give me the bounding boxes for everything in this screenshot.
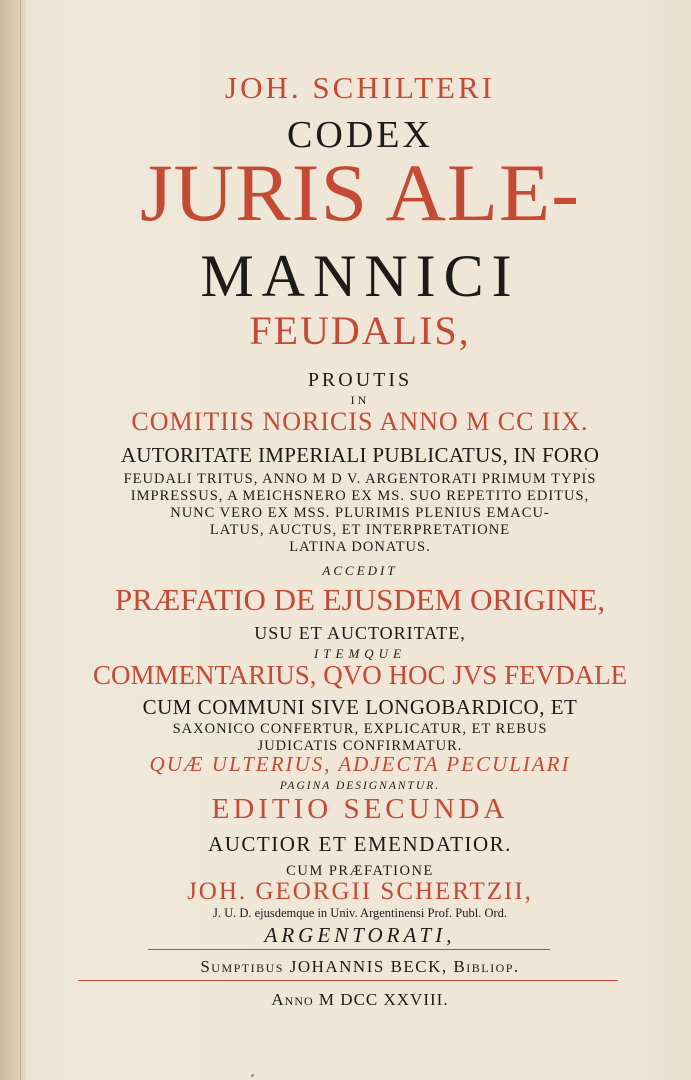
- rule-top: [148, 949, 550, 950]
- proutis-line: PROUTIS: [307, 369, 413, 391]
- schertzii-line: JOH. GEORGII SCHERTZII,: [187, 878, 533, 905]
- praefatio-line: PRÆFATIO DE EJUSDEM ORIGINE,: [114, 582, 606, 617]
- autoritate-line: AUTORITATE IMPERIALI PUBLICATUS, IN FORO: [120, 443, 600, 467]
- jud-line: J. U. D. ejusdemque in Univ. Argentinensi Prof. Publ. Ord.: [212, 906, 508, 920]
- auctior-line: AUCTIOR ET EMENDATIOR.: [208, 832, 512, 856]
- judicatis-line: JUDICATIS CONFIRMATUR.: [257, 738, 463, 754]
- rule-bottom: [78, 980, 618, 981]
- codex-line: CODEX: [287, 114, 433, 156]
- saxonico-line: SAXONICO CONFERTUR, EXPLICATUR, ET REBUS: [172, 721, 548, 737]
- pagina-line: PAGINA DESIGNANTUR.: [279, 780, 441, 792]
- in-line: IN: [350, 393, 370, 407]
- juris-line: JURIS ALE-: [139, 147, 581, 238]
- author-line: JOH. SCHILTERI: [225, 70, 495, 105]
- usu-line: USU ET AUCTORITATE,: [254, 623, 466, 643]
- itemque-line: ITEMQUE: [313, 646, 407, 661]
- text-line: LATUS, AUCTUS, ET INTERPRETATIONE: [209, 522, 511, 538]
- paper-speck: [251, 1074, 254, 1077]
- sumptibus-line: Sumptibus JOHANNIS BECK, Bibliop.: [200, 957, 520, 976]
- gutter-line: [20, 0, 21, 1080]
- text-line: FEUDALI TRITUS, ANNO M D V. ARGENTORATI PRIMUM TYPIS: [123, 471, 597, 487]
- cum-praefatione-line: CUM PRÆFATIONE: [286, 863, 434, 879]
- feudalis-line: FEUDALIS,: [249, 308, 471, 353]
- paper-speck: [585, 468, 587, 470]
- comitiis-line: COMITIIS NORICIS ANNO M CC IIX.: [131, 407, 589, 436]
- text-line: NUNC VERO EX MSS. PLURIMIS PLENIUS EMACU-: [170, 505, 550, 521]
- argentorati-line: ARGENTORATI,: [264, 923, 456, 947]
- mannici-line: MANNICI: [200, 243, 520, 309]
- anno-line: Anno M DCC XXVIII.: [271, 990, 449, 1009]
- accedit-line: ACCEDIT: [322, 563, 398, 578]
- text-line: LATINA DONATUS.: [289, 539, 431, 555]
- text-line: IMPRESSUS, A MEICHSNERO EX MS. SUO REPETITO EDITUS,: [130, 488, 590, 504]
- book-spine-shadow: [0, 0, 26, 1080]
- cum-communi-line: CUM COMMUNI SIVE LONGOBARDICO, ET: [142, 695, 578, 719]
- commentarius-line: COMMENTARIUS, QVO HOC JVS FEVDALE: [92, 660, 628, 690]
- editio-line: EDITIO SECUNDA: [211, 793, 509, 825]
- quae-line: QUÆ ULTERIUS, ADJECTA PECULIARI: [149, 752, 571, 776]
